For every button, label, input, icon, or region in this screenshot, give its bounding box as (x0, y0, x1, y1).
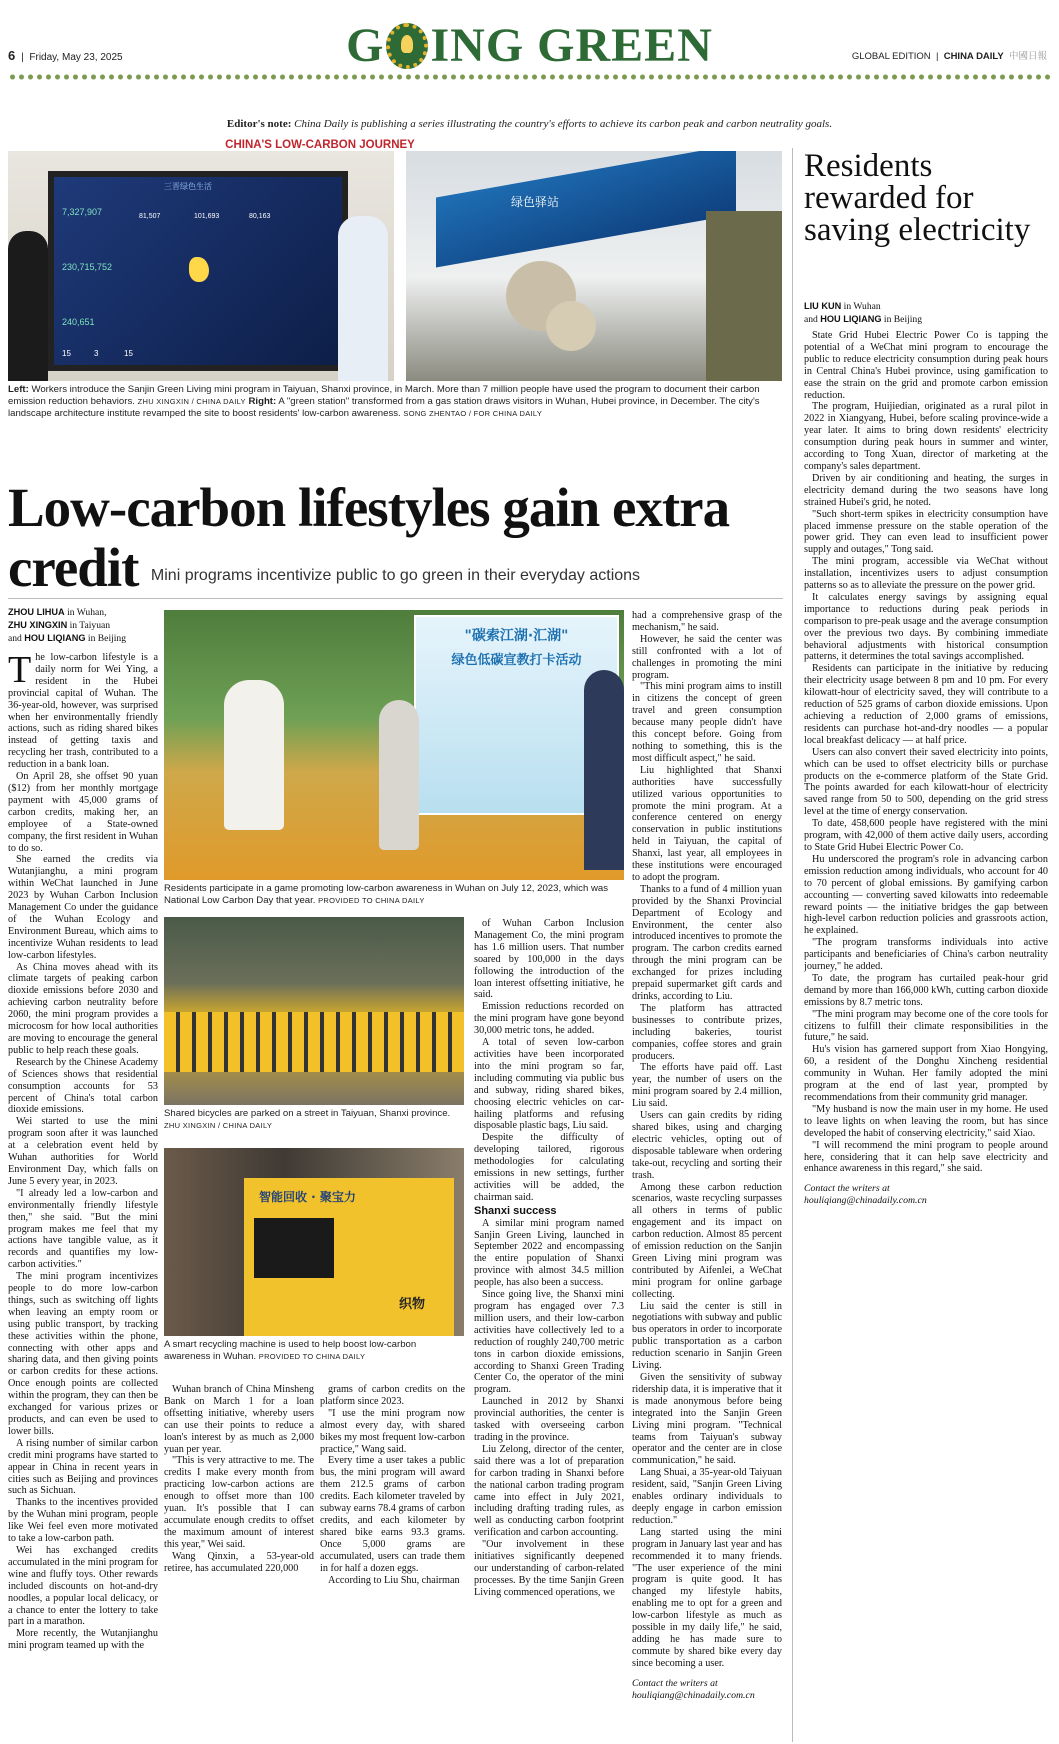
caption-shared-bicycles: Shared bicycles are parked on a street in Taiyuan, Shanxi province. ZHU XINGXIN / CHINA DAILY (164, 1108, 451, 1130)
editors-note: Editor's note: China Daily is publishing a series illustrating the country's efforts to achieve its carbon peak and carbon neutrality goals. (226, 118, 833, 130)
issue-date: Friday, May 23, 2025 (29, 52, 123, 63)
sidebar-byline: LIU KUN in Wuhan and HOU LIQIANG in Beijing (804, 301, 923, 325)
person-throwing (224, 680, 284, 830)
caption-recycling-machine: A smart recycling machine is used to help boost low-carbon awareness in Wuhan. PROVIDED TO CHINA DAILY (164, 1339, 417, 1362)
photo-sanjin-screen (8, 151, 394, 381)
subheading-shanxi-success: Shanxi success (474, 1204, 557, 1217)
person-left (8, 231, 48, 381)
photo-green-station: 绿色驿站 (406, 151, 782, 381)
tree (706, 211, 782, 381)
photo-recycling-machine: 智能回收 · 聚宝力 织物 (164, 1148, 464, 1336)
caption-game-event: Residents participate in a game promoting low-carbon awareness in Wuhan on July 12, 2023, which was National Low Carbon Day that year. PROVIDED TO CHINA DAILY (164, 883, 609, 906)
machine-screen (254, 1218, 334, 1278)
top-photo-caption: Left: Workers introduce the Sanjin Green Living mini program in Taiyuan, Shanxi province, in March. More than 7 million people have used the program to document their carbon emission reduction behaviors. ZHU XINGXIN / CHINA DAILY Right: A "green station" transformed from a gas station draws visitors in Wuhan, Hubei province, in December. The city's landscape architecture institute revamped the site to boost residents' low-carbon awareness. SONG ZHENTAO / FOR CHINA DAILY (8, 384, 760, 419)
station-canopy (436, 151, 736, 267)
lightbulb-logo-icon (386, 23, 428, 69)
photo-game-event (164, 610, 624, 880)
page-number: 6 (8, 48, 16, 63)
person-right (338, 216, 388, 381)
person-standing (379, 700, 419, 850)
wicker-sphere (546, 301, 596, 351)
paper-name-cn: 中國日報 (1008, 51, 1047, 62)
sub-headline: Mini programs incentivize public to go green in their everyday actions (150, 567, 641, 584)
paper-name: CHINA DAILY (943, 51, 1004, 62)
contact-writers: Contact the writers at houliqiang@chinadaily.com.cn (632, 1677, 755, 1701)
display-screen: 三晋绿色生活 7,327,907 230,715,752 240,651 81,507 101,693 80,163 15 3 15 (48, 171, 348, 371)
article-column-1: The low-carbon lifestyle is a daily norm for Wei Ying, a resident in the Hubei provincial capital of Wuhan. The 36-year-old, however, was surprised when her environmentally friendly actions, such as riding shared bikes instead of getting taxis and recycling her trash, contributed to a reduction in a bank loan. On April 28, she offset 90 yuan ($12) from her monthly mortgage payment with 45,000 grams of carbon credits, making her, an employee of a State-owned company, the first resident in Wuhan to do so. She earned the credits via Wutanjianghu, a mini program within WeChat launched in June 2023 by Wuhan Carbon Inclusion Management Co under the guidance of the Wuhan Ecology and Environment Bureau, which aims to incentivize Wuhan residents to lead low-carbon lifestyles. As China moves ahead with its climate targets of peaking carbon dioxide emissions before 2030 and achieving carbon neutrality before 2060, the mini program provides a microcosm for how local authorities are moving to encourage the general public to help reach these goals. Research by the Chinese Academy of Sciences shows that residential consumption accounts for 53 percent of China's total carbon dioxide emissions. Wei started to use the mini program soon after it was launched at a celebration event held by Wuhan authorities for World Environment Day, which falls on June 5 every year, in 2023. "I already led a low-carbon and environmentally friendly lifestyle then," she said. "But the mini program makes me feel that my actions have tangible value, as it records and quantifies my low-carbon activities." The mini program incentivizes people to do more low-carbon things, such as switching off lights when leaving an empty room or using public transport, by tracking these activities within the phone, connecting with other apps and sharing data, and then giving points or carbon credits for these actions. Once enough points are collected within the program, they can then be exchanged for various prizes or products, and can even be used to lower bills. A rising number of similar carbon credit mini programs have started to appear in China in recent years in cities such as Beijing and provinces such as Sichuan. Thanks to the incentives provided by the Wuhan mini program, people like Wei feel even more motivated to take a low-carbon path. Wei has exchanged credits accumulated in the mini program for wine and fluffy toys. Other rewards included discounts on hot-and-dry noodles, a popular local delicacy, or a chance to enter the lottery to take part in a marathon. More recently, the Wutanjianghu mini program teamed up with the (8, 652, 158, 1652)
article-column-5: had a comprehensive grasp of the mechanism," he said. However, he said the center was still confronted with a lot of challenges in promoting the mini program. "This mini program aims to instill in citizens the concept of green travel and green consumption because many people didn't have this concept before. Going from nothing to something, this is the most difficult aspect," he said. Liu highlighted that Shanxi authorities have successfully utilized various opportunities to promote the mini program. At a conference centered on energy conservation in public institutions held in Taiyuan, the capital of Shanxi, last year, all employees in these institutions were encouraged to adopt the program. Thanks to a fund of 4 million yuan provided by the Shanxi Provincial Department of Ecology and Environment, the center also introduced incentives to promote the program. The carbon credits earned through the mini program can be exchanged for prizes including prepaid supermarket gift cards and drinks, according to Liu. The platform has attracted businesses to contribute prizes, including bakeries, tourist companies, coffee stores and grain producers. The efforts have paid off. Last year, the number of users on the mini program soared by 2.4 million, Liu said. Users can gain credits by riding shared bikes, using and charging electric vehicles, opting out of disposable tableware when ordering take-out, recycling and sorting their trash. Among these carbon reduction scenarios, waste recycling surpasses all others in terms of public engagement and its impact on carbon reduction. Almost 85 percent of emission reduction on the Sanjin Green Living mini program was contributed by Aifenlei, a WeChat mini program for online garbage collecting. Liu said the center is still in negotiations with subway and public bus operators in order to incorporate public transportation as a carbon reduction scenario in Sanjin Green Living. Given the sensitivity of subway ridership data, it is imperative that it is made anonymous before being integrated into the Sanjin Green Living mini program. "Technical teams from Taiyuan's subway operator and the center are in close communication," he said. Lang Shuai, a 35-year-old Taiyuan resident, said, "Sanjin Green Living enables ordinary individuals to deeply engage in carbon emission reduction." Lang started using the mini program in January last year and has recommended it to many friends. "The user experience of the mini program is quite good. It has changed my lifestyle habits, enabling me to opt for a green and low-carbon lifestyle as much as possible in my daily life," he said, adding he has made sure to commute by shared bike every day since becoming a user. Contact the writers at houliqiang@chinadaily.com.cn (632, 610, 782, 1701)
sidebar-article: State Grid Hubei Electric Power Co is tapping the potential of a WeChat mini program to encourage the public to reduce electricity consumption during peak hours in Central China's Hubei province, using gamification to ease the strain on the grid and promote carbon emission reduction. The program, Huijiedian, originated as a rural pilot in 2022 in Xiangyang, Hubei, before scaling province-wide a year later. It aims to bring down residents' electricity consumption during peak hours in summer and winter, according to Tong Xuan, director of marketing at the company's sales department. Driven by air conditioning and heating, the surges in electricity demand during the two seasons have long strained Hubei's grid, he noted. "Such short-term spikes in electricity consumption have placed immense pressure on the stable operation of the power grid. They can even lead to insufficient power supply and outages," Tong said. The mini program, accessible via WeChat without installation, incentivizes users to adjust consumption patterns so as to alleviate the pressure on the power grid. It calculates energy savings by assigning equal importance to reductions during peak periods in comparison to pre-peak usage and the average consumption over the previous two days. By combining immediate behavioral adjustments with historical consumption patterns, it determines the total savings accomplished. Residents can participate in the initiative by reducing their electricity usage between 8 pm and 10 pm. For every kilowatt-hour of electricity saved, they will contribute to a reduction of 525 grams of carbon dioxide emissions. Upon achieving a reduction of 2,000 grams of emissions, residents can purchase hot-and-dry noodles — a popular local breakfast delicacy — at half price. Users can also convert their saved electricity into points, which can be used to offset electricity bills or purchase products on the e-commerce platform of the State Grid. The points awarded for each kilowatt-hour of electricity saved range from 50 to 500, depending on the grid stress level at the time of energy conservation. To date, 458,600 people have registered with the mini program, with 42,000 of them active daily users, according to State Grid Hubei Electric Power Co. Hu underscored the program's role in advancing carbon emission reduction among individuals, who account for 40 to 70 percent of global emissions. By gamifying carbon accounting — converting saved kilowatts into redeemable reward points — the initiative bridges the gap between high-level carbon reduction policies and grassroots action, he explained. "The program transforms individuals into active participants and beneficiaries of China's carbon neutrality journey," he added. To date, the program has curtailed peak-hour grid demand by more than 166,000 kWh, cutting carbon dioxide emissions by 8.7 metric tons. "The mini program may become one of the core tools for citizens to fulfill their climate responsibilities in the future," he said. Hu's vision has garnered support from Xiao Hongying, 60, a resident of the Donghu Xincheng residential community in Wuhan. Her family adopted the mini program at the end of last year, prompted by recommendations from their community grid manager. "My husband is now the main user in my home. He used to leave lights on when leaving the room, but has since developed the habit of conserving electricity," said Xiao. "I will recommend the mini program to people around here, considering that it can help save electricity and enhance awareness in this regard," she said. Contact the writers at houliqiang@chinadaily.com.cn (804, 330, 1048, 1207)
sidebar-divider (792, 148, 793, 1742)
photo-shared-bicycles (164, 917, 464, 1105)
sidebar-headline: Residents rewarded for saving electricity (804, 148, 1031, 248)
masthead: G ING GREEN (346, 19, 713, 72)
article-column-4: of Wuhan Carbon Inclusion Management Co, the mini program has 1.6 million users. That number soared by 100,000 in the days following the introduction of the loan interest offsetting initiative, he said. Emission reductions recorded on the mini program have gone beyond 30,000 metric tons, he added. A total of seven low-carbon activities have been incorporated into the mini program so far, including commuting via public bus and subway, riding shared bikes, choosing electric vehicles on car-hailing platforms and refusing disposable plastic bags, Liu said. Despite the difficulty of developing tailored, rigorous methodologies for calculating emissions in new settings, further activities will be added, the chairman said. Shanxi success A similar mini program named Sanjin Green Living, launched in September 2022 and encompassing the entire population of Shanxi province with almost 34.5 million people, has also been a success. Since going live, the Shanxi mini program has engaged over 7.3 million users, and their low-carbon activities have collectively led to a reduction of roughly 240,700 metric tons in carbon dioxide emissions, according to Shanxi Green Trading Center Co, the operator of the mini program. Launched in 2012 by Shanxi provincial authorities, the center is tasked with overseeing carbon trading in the province. Liu Zelong, director of the center, said there was a lot of preparation for carbon trading in Shanxi before the national carbon trading program came into effect in July 2021, including drafting trading rules, as well as conducting carbon footprint verification and carbon accounting. "Our involvement in these initiatives significantly deepened our understanding of carbon-related processes. By the time Sanjin Green Living commenced operations, we (474, 918, 624, 1598)
event-banner: "碳索江湖·汇湖" 绿色低碳宣教打卡活动 (414, 615, 619, 815)
decorative-dot-border (8, 72, 1051, 82)
divider (8, 598, 783, 599)
bicycle-row (164, 1012, 464, 1072)
contact-email-link[interactable]: houliqiang@chinadaily.com.cn (632, 1689, 755, 1701)
page-info: 6 | Friday, May 23, 2025 (8, 48, 123, 63)
byline: ZHOU LIHUA in Wuhan, ZHU XINGXIN in Taiyuan and HOU LIQIANG in Beijing (8, 607, 127, 644)
article-column-2: Wuhan branch of China Minsheng Bank on March 1 for a loan offsetting initiative, whereby users can use their points to reduce a loan's interest by as much as 2,000 yuan per year. "This is very attractive to me. The credits I make every month from practicing low-carbon actions are enough to offset more than 100 yuan. It's possible that I can accumulate enough credits to offset the maximum amount of interest this year," Wei said. Wang Qinxin, a 53-year-old retiree, has accumulated 220,000 (164, 1384, 314, 1574)
section-title: CHINA'S LOW-CARBON JOURNEY (225, 139, 415, 151)
article-column-3: grams of carbon credits on the platform since 2023. "I use the mini program now almost every day, with shared bikes my most frequent low-carbon practice," Wang said. Every time a user takes a public bus, the mini program will award them 212.5 grams of carbon credits. Each kilometer traveled by subway earns 78.4 grams of carbon credits, and each kilometer by shared bike earns 93.3 grams. Once 5,000 grams are accumulated, users can trade them in for half a dozen eggs. According to Liu Shu, chairman (320, 1384, 465, 1586)
person-right (584, 670, 624, 870)
edition-label: GLOBAL EDITION (851, 51, 931, 62)
sidebar-contact-email-link[interactable]: houliqiang@chinadaily.com.cn (804, 1195, 927, 1207)
map-shape (189, 257, 209, 282)
drop-cap: T (8, 652, 32, 691)
edition-info: GLOBAL EDITION | CHINA DAILY 中國日報 (851, 51, 1047, 62)
sidebar-contact-writers: Contact the writers at houliqiang@chinadaily.com.cn (804, 1183, 927, 1207)
main-headline: Low-carbon lifestyles gain extra credit (8, 477, 730, 598)
